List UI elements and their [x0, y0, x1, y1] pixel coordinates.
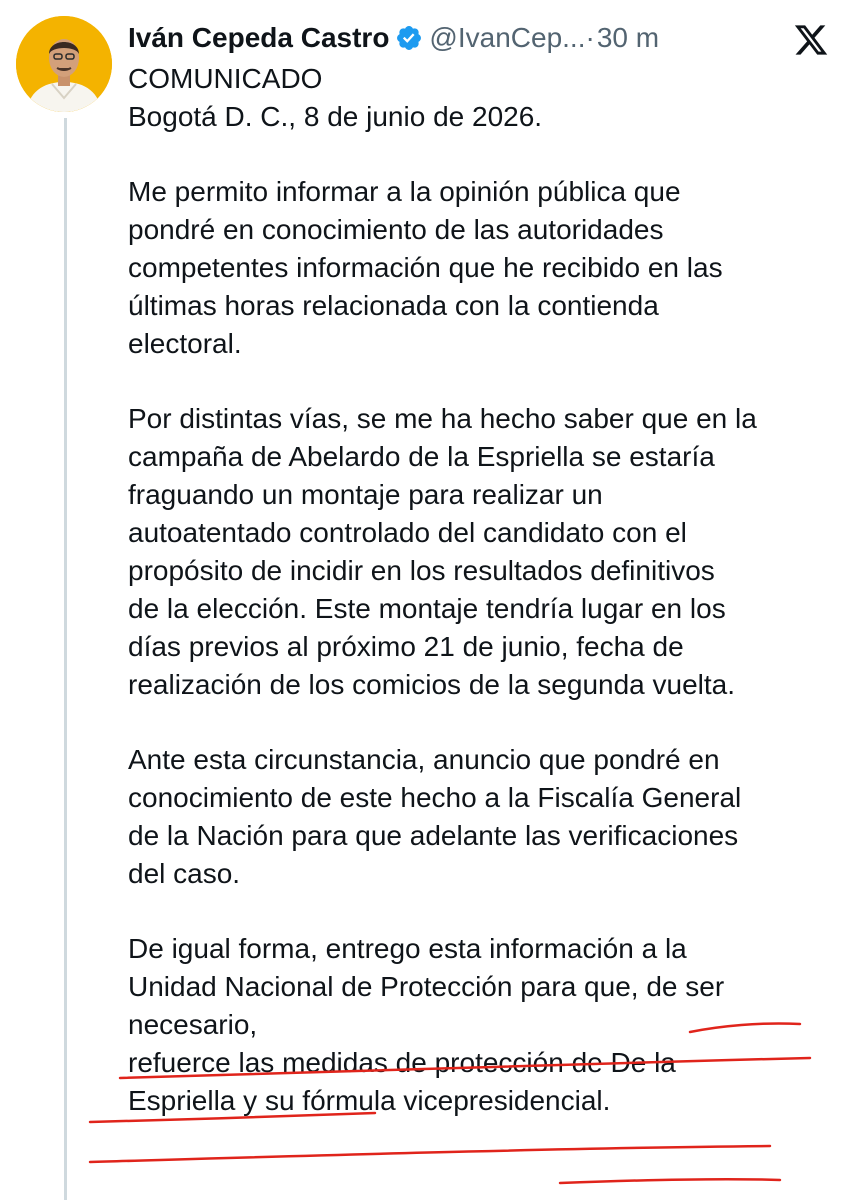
text-line: autoatentado controlado del candidato con el — [128, 517, 687, 548]
text-line: necesario, — [128, 1009, 258, 1040]
text-line: fraguando un montaje para realizar un — [128, 479, 603, 510]
text-line: electoral. — [128, 328, 242, 359]
text-line: Me permito informar a la opinión pública que — [128, 176, 681, 207]
underline-stroke — [690, 1023, 800, 1032]
text-line: De igual forma, entrego esta información a la — [128, 933, 687, 964]
text-line: conocimiento de este hecho a la Fiscalía General — [128, 782, 742, 813]
text-line: competentes información que he recibido en las — [128, 252, 723, 283]
text-line: de la elección. Este montaje tendría lugar en los — [128, 593, 726, 624]
text-line: propósito de incidir en los resultados definitivos — [128, 555, 715, 586]
text-line: Por distintas vías, se me ha hecho saber que en la — [128, 403, 757, 434]
underline-stroke — [90, 1113, 375, 1122]
text-line: campaña de Abelardo de la Espriella se estaría — [128, 441, 715, 472]
underline-stroke — [90, 1146, 770, 1162]
text-line: Espriella y su fórmula vicepresidencial. — [128, 1085, 611, 1116]
separator-dot: · — [585, 22, 595, 53]
timestamp[interactable]: 30 m — [596, 22, 660, 53]
text-line: de la Nación para que adelante las verificaciones — [128, 820, 739, 851]
text-line: Unidad Nacional de Protección para que, de ser — [128, 971, 725, 1002]
underline-stroke — [560, 1179, 780, 1183]
text-line: realización de los comicios de la segunda vuelta. — [128, 669, 736, 700]
underline-stroke — [120, 1058, 810, 1078]
user-handle[interactable]: @IvanCep... — [429, 22, 586, 53]
text-line: últimas horas relacionada con la contienda — [128, 290, 659, 321]
text-line: Ante esta circunstancia, anuncio que pondré en — [128, 744, 720, 775]
text-line: días previos al próximo 21 de junio, fecha de — [128, 631, 684, 662]
text-line: COMUNICADO — [128, 63, 323, 94]
text-line: refuerce las medidas de protección de De la — [128, 1047, 676, 1078]
display-name[interactable]: Iván Cepeda Castro — [128, 22, 390, 53]
text-line: pondré en conocimiento de las autoridades — [128, 214, 664, 245]
text-line: Bogotá D. C., 8 de junio de 2026. — [128, 101, 543, 132]
text-line: del caso. — [128, 858, 241, 889]
